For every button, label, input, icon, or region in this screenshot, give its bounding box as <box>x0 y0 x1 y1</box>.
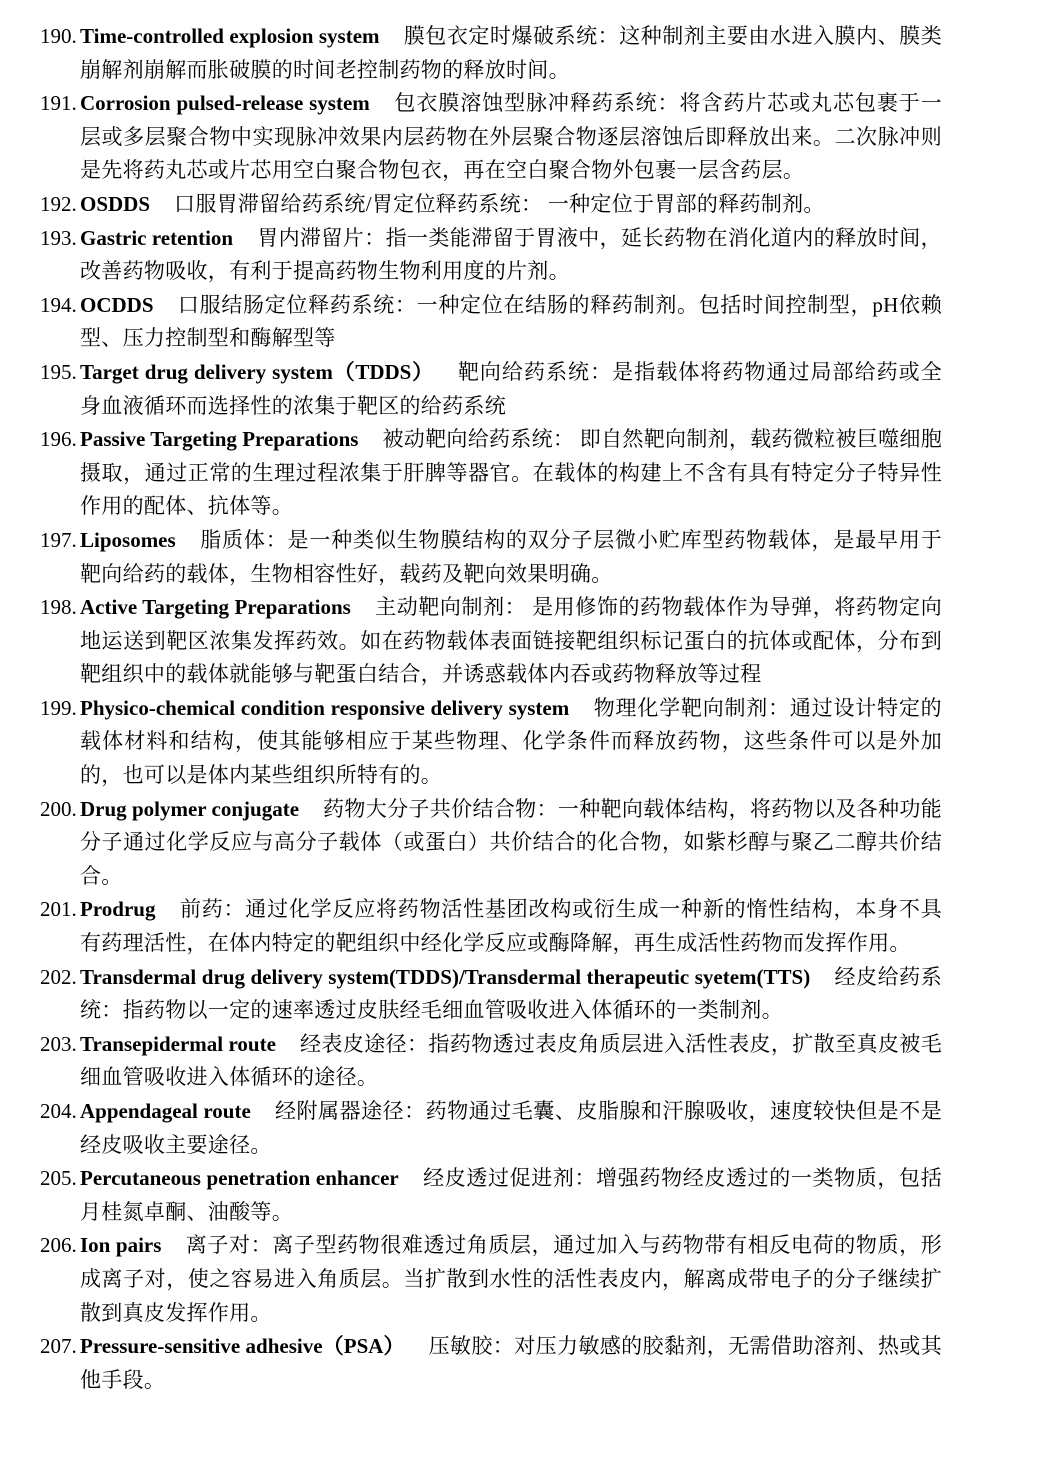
entry-number: 207. <box>40 1334 77 1359</box>
entry-number: 200. <box>40 796 77 821</box>
entry-definition: 口服结肠定位释药系统：一种定位在结肠的释药制剂。包括时间控制型，pH依赖型、压力控制型和酶解型等 <box>80 292 942 351</box>
entry-definition: 离子对：离子型药物很难透过角质层，通过加入与药物带有相反电荷的物质，形成离子对，使之容易进入角质层。当扩散到水性的活性表皮内，解离成带电子的分子继续扩散到真皮发挥作用。 <box>80 1233 943 1325</box>
entry-number: 198. <box>40 595 77 620</box>
entry-number: 202. <box>40 964 77 989</box>
entry-number: 197. <box>40 527 77 552</box>
entry-definition: 胃内滞留片：指一类能滞留于胃液中，延长药物在消化道内的释放时间，改善药物吸收，有利于提高药物生物利用度的片剂。 <box>80 225 942 284</box>
entry-number: 201. <box>40 897 77 922</box>
glossary-entry <box>40 524 942 591</box>
entry-number: 192. <box>40 191 77 216</box>
entry-definition: 主动靶向制剂： 是用修饰的药物载体作为导弹，将药物定向地运送到靶区浓集发挥药效。如在药物载体表面链接靶组织标记蛋白的抗体或配体，分布到靶组织中的载体就能够与靶蛋白结合，并诱惑载体内吞或药物释放等过程 <box>80 595 942 687</box>
entry-number: 206. <box>40 1233 77 1258</box>
entry-number: 195. <box>40 359 77 384</box>
entry-definition: 经皮透过促进剂：增强药物经皮透过的一类物质，包括月桂氮卓酮、油酸等。 <box>80 1166 942 1224</box>
glossary-entry <box>40 793 942 894</box>
entry-definition: 压敏胶：对压力敏感的胶黏剂，无需借助溶剂、热或其他手段。 <box>80 1334 942 1392</box>
glossary-entry <box>40 289 942 356</box>
glossary-entry <box>40 893 942 960</box>
entry-term: Prodrug <box>80 897 156 922</box>
entry-definition: 口服胃滞留给药系统/胃定位释药系统： 一种定位于胃部的释药制剂。 <box>174 191 825 216</box>
entry-definition: 脂质体：是一种类似生物膜结构的双分子层微小贮库型药物载体，是最早用于靶向给药的载体，生物相容性好，载药及靶向效果明确。 <box>80 527 942 586</box>
glossary-entry <box>40 1229 942 1330</box>
entry-number: 194. <box>40 292 77 317</box>
entry-term: OCDDS <box>80 292 154 317</box>
entry-definition: 包衣膜溶蚀型脉冲释药系统：将含药片芯或丸芯包裹于一层或多层聚合物中实现脉冲效果内层药物在外层聚合物逐层溶蚀后即释放出来。二次脉冲则是先将药丸芯或片芯用空白聚合物包衣，再在空白聚合物外包裹一层含药层。 <box>80 91 942 183</box>
glossary-entry <box>40 1330 942 1397</box>
entry-term: Transepidermal route <box>80 1031 276 1056</box>
glossary-entry <box>40 692 942 793</box>
entry-number: 199. <box>40 695 77 720</box>
entry-term: Target drug delivery system（TDDS） <box>80 359 434 384</box>
entry-number: 196. <box>40 427 77 452</box>
entry-term: Time-controlled explosion system <box>80 24 380 48</box>
entry-number: 191. <box>40 91 77 116</box>
glossary-entry <box>40 356 942 423</box>
entry-term: Active Targeting Preparations <box>80 595 351 620</box>
entry-definition: 前药：通过化学反应将药物活性基团改构或衍生成一种新的惰性结构，本身不具有药理活性，在体内特定的靶组织中经化学反应或酶降解，再生成活性药物而发挥作用。 <box>80 897 942 956</box>
entry-definition: 经皮给药系统：指药物以一定的速率透过皮肤经毛细血管吸收进入体循环的一类制剂。 <box>80 964 943 1023</box>
entry-term: Drug polymer conjugate <box>80 796 300 821</box>
entry-term: Liposomes <box>80 527 176 552</box>
glossary-entry <box>40 188 942 222</box>
entry-number: 203. <box>40 1031 77 1056</box>
glossary-entry <box>40 591 942 692</box>
entry-term: Passive Targeting Preparations <box>80 427 359 452</box>
entry-term: Gastric retention <box>80 225 234 250</box>
entry-definition: 物理化学靶向制剂：通过设计特定的载体材料和结构，使其能够相应于某些物理、化学条件而释放药物，这些条件可以是外加的，也可以是体内某些组织所特有的。 <box>80 695 942 788</box>
glossary-entry <box>40 423 942 524</box>
entry-term: Pressure-sensitive adhesive（PSA） <box>80 1334 405 1359</box>
glossary-entry <box>40 20 942 87</box>
entry-term: Physico-chemical condition responsive delivery system <box>80 695 570 720</box>
entry-definition: 药物大分子共价结合物：一种靶向载体结构，将药物以及各种功能分子通过化学反应与高分子载体（或蛋白）共价结合的化合物，如紫杉醇与聚乙二醇共价结合。 <box>80 796 942 888</box>
entry-term: Appendageal route <box>80 1099 251 1123</box>
entry-definition: 被动靶向给药系统： 即自然靶向制剂，载药微粒被巨噬细胞摄取，通过正常的生理过程浓集于肝脾等器官。在载体的构建上不含有具有特定分子特异性作用的配体、抗体等。 <box>80 427 942 519</box>
glossary-entry <box>40 222 942 289</box>
entry-definition: 经表皮途径：指药物透过表皮角质层进入活性表皮，扩散至真皮被毛细血管吸收进入体循环的途径。 <box>80 1031 943 1090</box>
entry-term: OSDDS <box>80 191 151 216</box>
entry-definition: 经附属器途径：药物通过毛囊、皮脂腺和汗腺吸收，速度较快但是不是经皮吸收主要途径。 <box>80 1099 943 1157</box>
entry-term: Transdermal drug delivery system(TDDS)/Transdermal therapeutic syetem(TTS) <box>80 964 811 989</box>
entry-term: Ion pairs <box>80 1233 162 1258</box>
glossary-entry <box>40 1028 942 1095</box>
entry-term: Percutaneous penetration enhancer <box>80 1166 399 1191</box>
entry-definition: 靶向给药系统：是指载体将药物通过局部给药或全身血液循环而选择性的浓集于靶区的给药系统 <box>80 359 943 418</box>
entry-number: 193. <box>40 225 77 250</box>
entry-term: Corrosion pulsed-release system <box>80 91 370 116</box>
entry-definition: 膜包衣定时爆破系统：这种制剂主要由水进入膜内、膜类崩解剂崩解而胀破膜的时间老控制药物的释放时间。 <box>80 24 943 82</box>
glossary-entry <box>40 1095 942 1162</box>
glossary-entry <box>40 87 942 188</box>
glossary-list <box>40 20 942 1397</box>
entry-number: 205. <box>40 1166 77 1191</box>
entry-number: 190. <box>40 24 77 48</box>
entry-number: 204. <box>40 1099 77 1123</box>
glossary-entry <box>40 961 942 1028</box>
glossary-entry <box>40 1162 942 1229</box>
